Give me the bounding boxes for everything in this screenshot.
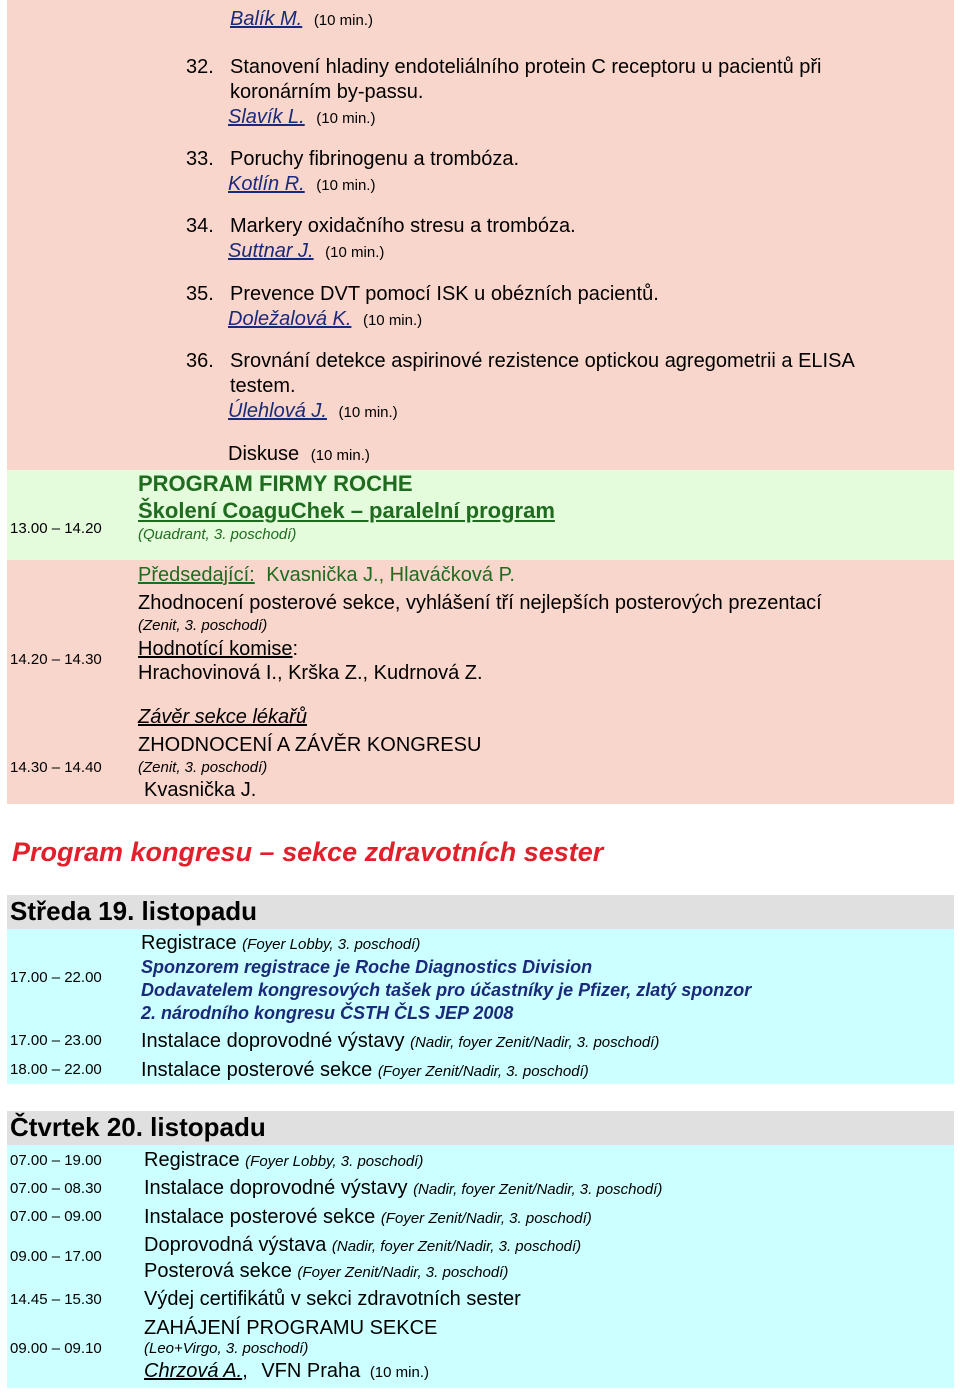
row-main-line bbox=[141, 932, 420, 955]
roche-title: PROGRAM FIRMY ROCHE bbox=[138, 471, 413, 496]
duration: (10 min.) bbox=[338, 404, 398, 421]
row-time: 14.45 – 15.30 bbox=[10, 1291, 102, 1308]
row-time: 07.00 – 19.00 bbox=[10, 1152, 102, 1169]
author-link[interactable]: Kotlín R. bbox=[228, 173, 305, 195]
lecture-number: 35. bbox=[186, 283, 214, 305]
closing-title: ZHODNOCENÍ A ZÁVĚR KONGRESU bbox=[138, 734, 482, 756]
lecture-author-line bbox=[228, 240, 384, 263]
lecture-item bbox=[230, 8, 373, 31]
row-time: 07.00 – 08.30 bbox=[10, 1180, 102, 1197]
lecture-number: 32. bbox=[186, 56, 214, 78]
day-header: Středa 19. listopadu bbox=[10, 896, 258, 926]
row-main-line bbox=[141, 1059, 589, 1082]
row-location: (Foyer Zenit/Nadir, 3. poschodí) bbox=[297, 1264, 509, 1281]
duration: (10 min.) bbox=[316, 110, 376, 127]
author-link[interactable]: Balík M. bbox=[230, 8, 303, 30]
row-main: Registrace bbox=[144, 1149, 240, 1171]
row-location: (Nadir, foyer Zenit/Nadir, 3. poschodí) bbox=[410, 1034, 660, 1051]
row-location: (Foyer Lobby, 3. poschodí) bbox=[245, 1153, 424, 1170]
row-location: (Leo+Virgo, 3. poschodí) bbox=[144, 1340, 309, 1357]
lecture-author-line bbox=[228, 173, 375, 196]
poster-eval-location: (Zenit, 3. poschodí) bbox=[138, 617, 268, 634]
row-main: Instalace doprovodné výstavy bbox=[141, 1030, 405, 1052]
speaker-separator: , bbox=[242, 1360, 248, 1382]
lecture-title: Prevence DVT pomocí ISK u obézních pacientů. bbox=[230, 283, 659, 305]
speaker-affiliation: VFN Praha bbox=[261, 1360, 361, 1382]
duration: (10 min.) bbox=[362, 312, 423, 329]
lecture-title: Stanovení hladiny endoteliálního protein C receptoru u pacientů při bbox=[230, 56, 822, 78]
lecture-number: 33. bbox=[186, 148, 214, 170]
row-location: (Foyer Lobby, 3. poschodí) bbox=[242, 936, 421, 953]
lecture-author-line bbox=[228, 308, 422, 331]
lecture-title-cont: koronárním by-passu. bbox=[230, 81, 424, 103]
row-main: Výdej certifikátů v sekci zdravotních sester bbox=[144, 1288, 521, 1310]
author-link[interactable]: Doležalová K. bbox=[228, 308, 352, 330]
row-main: Doprovodná výstava bbox=[144, 1234, 327, 1256]
lecture-title: Poruchy fibrinogenu a trombóza. bbox=[230, 148, 520, 170]
row-time: 09.00 – 17.00 bbox=[10, 1248, 102, 1265]
row-main-line bbox=[144, 1260, 508, 1283]
duration: (10 min.) bbox=[316, 177, 376, 194]
discussion-line bbox=[228, 443, 370, 466]
lecture-number: 34. bbox=[186, 215, 214, 237]
row-time: 09.00 – 09.10 bbox=[10, 1340, 102, 1357]
poster-eval-title: Zhodnocení posterové sekce, vyhlášení tří nejlepších posterových prezentací bbox=[138, 592, 822, 614]
nurses-program-heading: Program kongresu – sekce zdravotních sester bbox=[12, 837, 604, 867]
lecture-title: Srovnání detekce aspirinové rezistence optickou agregometrii a ELISA bbox=[230, 350, 855, 372]
committee-colon: : bbox=[292, 638, 299, 660]
row-location: (Nadir, foyer Zenit/Nadir, 3. poschodí) bbox=[413, 1181, 663, 1198]
committee-label[interactable]: Hodnotící komise bbox=[138, 638, 293, 660]
row-main: Instalace posterové sekce bbox=[141, 1059, 373, 1081]
lecture-author-line bbox=[228, 400, 398, 423]
duration: (10 min.) bbox=[325, 244, 385, 261]
day-header: Čtvrtek 20. listopadu bbox=[10, 1112, 266, 1142]
lecture-title-cont: testem. bbox=[230, 375, 296, 397]
chairs-line bbox=[138, 564, 515, 587]
poster-eval-time: 14.20 – 14.30 bbox=[10, 651, 102, 668]
closing-heading[interactable]: Závěr sekce lékařů bbox=[138, 706, 307, 728]
sponsor-line: 2. národního kongresu ČSTH ČLS JEP 2008 bbox=[141, 1003, 514, 1023]
row-main-line bbox=[144, 1206, 592, 1229]
closing-time: 14.30 – 14.40 bbox=[10, 759, 102, 776]
sponsor-line: Dodavatelem kongresových tašek pro účastníky je Pfizer, zlatý sponzor bbox=[141, 980, 752, 1000]
lecture-author-line bbox=[228, 106, 375, 129]
duration: (10 min.) bbox=[369, 1364, 429, 1381]
row-location: (Foyer Zenit/Nadir, 3. poschodí) bbox=[380, 1210, 592, 1227]
roche-subtitle[interactable]: Školení CoaguChek – paralelní program bbox=[138, 498, 555, 523]
row-main-line bbox=[144, 1234, 581, 1257]
row-location: (Foyer Zenit/Nadir, 3. poschodí) bbox=[377, 1063, 589, 1080]
row-main: Registrace bbox=[141, 932, 237, 954]
lecture-item bbox=[186, 56, 214, 79]
row-time: 18.00 – 22.00 bbox=[10, 1061, 102, 1078]
committee-line bbox=[138, 638, 298, 661]
author-link[interactable]: Slavík L. bbox=[228, 106, 305, 128]
row-main: Posterová sekce bbox=[144, 1260, 292, 1282]
committee-names: Hrachovinová I., Krška Z., Kudrnová Z. bbox=[138, 662, 483, 684]
roche-location: (Quadrant, 3. poschodí) bbox=[138, 526, 297, 543]
author-link[interactable]: Suttnar J. bbox=[228, 240, 314, 262]
row-main: Instalace posterové sekce bbox=[144, 1206, 376, 1228]
row-main: ZAHÁJENÍ PROGRAMU SEKCE bbox=[144, 1317, 438, 1339]
row-location: (Nadir, foyer Zenit/Nadir, 3. poschodí) bbox=[331, 1238, 582, 1255]
duration: (10 min.) bbox=[310, 447, 370, 464]
duration: (10 min.) bbox=[313, 12, 373, 29]
roche-time: 13.00 – 14.20 bbox=[10, 520, 102, 537]
speaker-link[interactable]: Chrzová A. bbox=[144, 1360, 243, 1382]
chairs-label[interactable]: Předsedající: bbox=[138, 564, 255, 586]
lecture-number: 36. bbox=[186, 350, 214, 372]
row-main: Instalace doprovodné výstavy bbox=[144, 1177, 408, 1199]
chairs-names: Kvasnička J., Hlaváčková P. bbox=[266, 564, 515, 586]
row-main-line bbox=[144, 1149, 423, 1172]
discussion-label: Diskuse bbox=[228, 443, 300, 465]
lecture-title: Markery oxidačního stresu a trombóza. bbox=[230, 215, 576, 237]
row-time: 17.00 – 23.00 bbox=[10, 1032, 102, 1049]
closing-location: (Zenit, 3. poschodí) bbox=[138, 759, 268, 776]
row-time: 17.00 – 22.00 bbox=[10, 969, 102, 986]
author-link[interactable]: Úlehlová J. bbox=[228, 400, 327, 422]
row-main-line bbox=[141, 1030, 659, 1053]
row-main-line bbox=[144, 1177, 662, 1200]
sponsor-line: Sponzorem registrace je Roche Diagnostics Division bbox=[141, 957, 593, 977]
speaker-line bbox=[144, 1360, 429, 1383]
closing-speaker: Kvasnička J. bbox=[144, 779, 257, 801]
row-time: 07.00 – 09.00 bbox=[10, 1208, 102, 1225]
